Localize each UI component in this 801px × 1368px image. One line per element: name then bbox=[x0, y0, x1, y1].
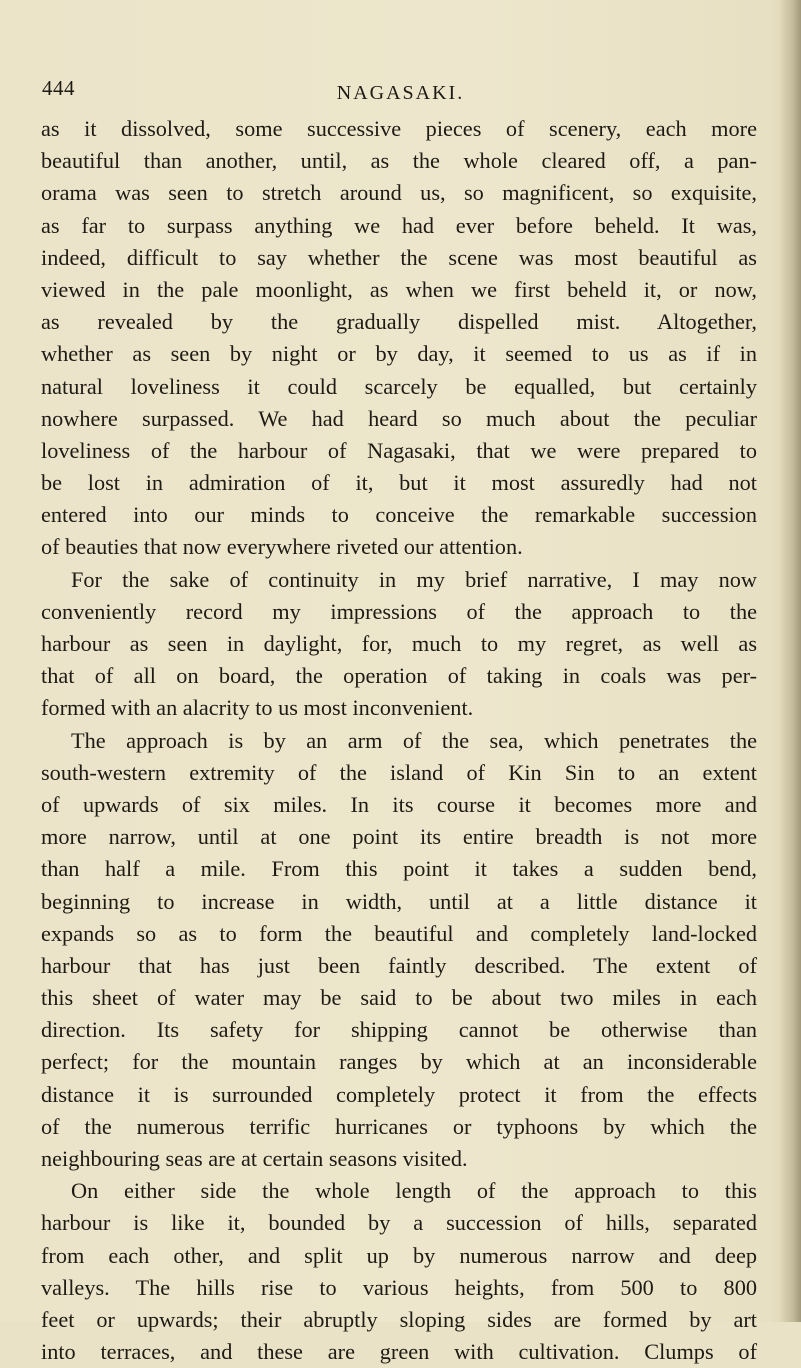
text-line: as revealed by the gradually dispelled mist. Altogether, bbox=[41, 309, 757, 335]
text-line: entered into our minds to conceive the remarkable succession bbox=[41, 502, 757, 528]
text-line: valleys. The hills rise to various heights, from 500 to 800 bbox=[41, 1274, 757, 1300]
text-line: neighbouring seas are at certain seasons visited. bbox=[41, 1146, 468, 1171]
text-line: indeed, difficult to say whether the scene was most beautiful as bbox=[41, 244, 757, 270]
text-line: as it dissolved, some successive pieces of scenery, each more bbox=[41, 116, 757, 141]
text-line: this sheet of water may be said to be about two miles in each bbox=[41, 985, 757, 1011]
text-line: On either side the whole length of the approach to this bbox=[71, 1178, 757, 1204]
text-line: expands so as to form the beautiful and completely land-locked bbox=[41, 920, 757, 946]
text-line: into terraces, and these are green with cultivation. Clumps of bbox=[41, 1339, 757, 1365]
page-edge-shadow bbox=[779, 0, 801, 1322]
text-line: direction. Its safety for shipping cannot be otherwise than bbox=[41, 1017, 757, 1043]
text-line: loveliness of the harbour of Nagasaki, that we were prepared to bbox=[41, 437, 757, 463]
text-line: viewed in the pale moonlight, as when we first beheld it, or now, bbox=[41, 276, 757, 302]
text-line: that of all on board, the operation of taking in coals was per- bbox=[41, 663, 757, 689]
text-line: as far to surpass anything we had ever before beheld. It was, bbox=[41, 212, 757, 238]
text-line: natural loveliness it could scarcely be equalled, but certainly bbox=[41, 373, 757, 399]
text-line: The approach is by an arm of the sea, which penetrates the bbox=[71, 727, 757, 753]
text-line: beginning to increase in width, until at a little distance it bbox=[41, 888, 757, 914]
text-line: of the numerous terrific hurricanes or typhoons by which the bbox=[41, 1113, 757, 1139]
text-line: formed with an alacrity to us most inconvenient. bbox=[41, 695, 474, 721]
text-line: harbour as seen in daylight, for, much to my regret, as well as bbox=[41, 631, 757, 656]
text-line: feet or upwards; their abruptly sloping sides are formed by art bbox=[41, 1306, 757, 1332]
text-line: whether as seen by night or by day, it seemed to us as if in bbox=[41, 341, 757, 367]
text-line: south-western extremity of the island of Kin Sin to an extent bbox=[41, 759, 757, 785]
running-head: NAGASAKI. bbox=[336, 82, 465, 104]
text-line: orama was seen to stretch around us, so magnificent, so exquisite, bbox=[41, 180, 757, 206]
text-line: distance it is surrounded completely protect it from the effects bbox=[41, 1081, 757, 1107]
text-line: from each other, and split up by numerous narrow and deep bbox=[41, 1242, 757, 1268]
text-line: For the sake of continuity in my brief narrative, I may now bbox=[71, 566, 757, 592]
body-text bbox=[41, 113, 757, 1368]
text-line: of beauties that now everywhere riveted our attention. bbox=[41, 534, 523, 560]
text-line: conveniently record my impressions of the approach to the bbox=[41, 598, 757, 624]
text-line: be lost in admiration of it, but it most assuredly had not bbox=[41, 470, 757, 496]
text-line: more narrow, until at one point its entire breadth is not more bbox=[41, 824, 757, 850]
text-line: of upwards of six miles. In its course it becomes more and bbox=[41, 791, 757, 817]
text-line: harbour is like it, bounded by a succession of hills, separated bbox=[41, 1210, 757, 1236]
text-line: harbour that has just been faintly described. The extent of bbox=[41, 952, 757, 978]
text-line: beautiful than another, until, as the whole cleared off, a pan- bbox=[41, 148, 757, 174]
text-line: than half a mile. From this point it takes a sudden bend, bbox=[41, 856, 757, 882]
page-number: 444 bbox=[42, 76, 75, 100]
text-line: perfect; for the mountain ranges by which at an inconsiderable bbox=[41, 1049, 757, 1075]
text-line: nowhere surpassed. We had heard so much about the peculiar bbox=[41, 405, 757, 431]
